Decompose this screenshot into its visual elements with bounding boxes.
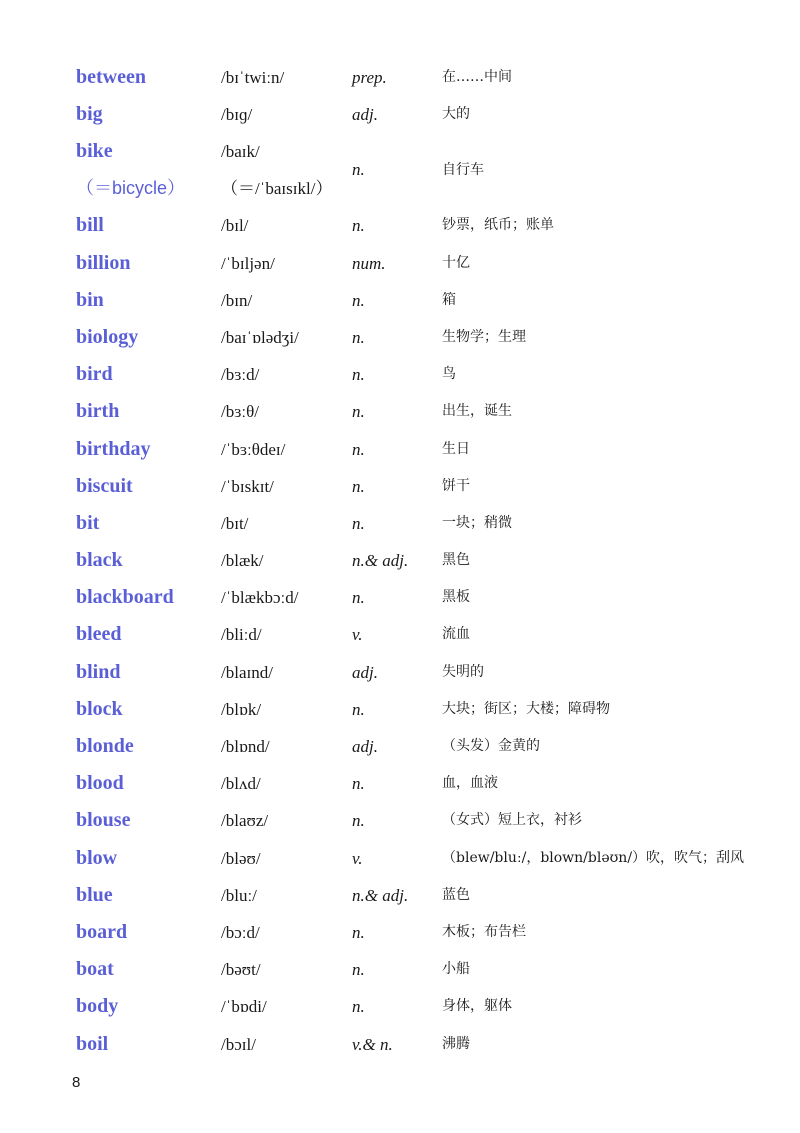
phonetic: /ˈblækbɔːd/ <box>221 588 299 608</box>
vocab-entry <box>0 207 800 244</box>
phonetic: /blæk/ <box>221 551 264 571</box>
headword: blue <box>76 883 113 906</box>
phonetic: /bləʊ/ <box>221 848 261 868</box>
vocabulary-list <box>0 59 800 1063</box>
part-of-speech: v. <box>352 625 363 645</box>
meaning: 生物学；生理 <box>442 328 526 345</box>
vocab-entry <box>0 393 800 430</box>
meaning: （blew/bluː/，blown/bləʊn/）吹，吹气；刮风 <box>442 849 745 866</box>
meaning: 钞票，纸币；账单 <box>442 217 554 234</box>
headword: bin <box>76 288 104 311</box>
meaning: 出生，诞生 <box>442 403 512 420</box>
phonetic: /ˈbɜːθdeɪ/ <box>221 439 286 459</box>
meaning: 生日 <box>442 440 470 457</box>
meaning: 黑板 <box>442 589 470 606</box>
meaning: 十亿 <box>442 254 470 271</box>
meaning: 失明的 <box>442 663 484 680</box>
part-of-speech: num. <box>352 253 386 273</box>
phonetic <box>221 133 332 207</box>
meaning: 蓝色 <box>442 886 470 903</box>
meaning: 流血 <box>442 626 470 643</box>
phonetic: /baɪˈɒlədʒi/ <box>221 327 299 347</box>
part-of-speech: n. <box>352 513 365 533</box>
headword: blouse <box>76 809 131 832</box>
meaning: 沸腾 <box>442 1035 470 1052</box>
phonetic: /bluː/ <box>221 885 257 905</box>
headword: birth <box>76 400 120 423</box>
phonetic: /bliːd/ <box>221 625 262 645</box>
headword: billion <box>76 251 131 274</box>
meaning: 小船 <box>442 961 470 978</box>
headword: blood <box>76 772 124 795</box>
headword: blackboard <box>76 586 174 609</box>
headword: body <box>76 995 119 1018</box>
phonetic: /bəʊt/ <box>221 960 261 980</box>
meaning: 木板；布告栏 <box>442 923 526 940</box>
meaning: 箱 <box>442 291 456 308</box>
vocab-entry <box>0 96 800 133</box>
part-of-speech: n. <box>352 327 365 347</box>
headword <box>76 133 185 207</box>
vocab-entry <box>0 1026 800 1063</box>
part-of-speech: prep. <box>352 68 387 87</box>
vocab-entry <box>0 431 800 468</box>
headword: blow <box>76 846 118 869</box>
part-of-speech: n. <box>352 588 365 608</box>
meaning: 自行车 <box>442 162 484 179</box>
phonetic: /ˈbɪskɪt/ <box>221 476 274 496</box>
vocab-entry <box>0 988 800 1025</box>
part-of-speech: n. <box>352 997 365 1017</box>
phonetic: /bɔɪl/ <box>221 1034 256 1054</box>
headword: biscuit <box>76 474 133 497</box>
phonetic-alternate: （＝/ˈbaɪsɪkl/） <box>221 179 333 199</box>
vocab-entry <box>0 654 800 691</box>
vocab-entry <box>0 691 800 728</box>
headword: boil <box>76 1032 109 1055</box>
headword: bird <box>76 363 113 386</box>
meaning: （头发）金黄的 <box>442 738 540 754</box>
vocab-entry <box>0 951 800 988</box>
vocab-entry <box>0 877 800 914</box>
headword: bill <box>76 214 104 237</box>
headword: blonde <box>76 735 134 757</box>
phonetic: /bɜːθ/ <box>221 402 259 422</box>
vocab-entry <box>0 319 800 356</box>
headword: bleed <box>76 623 122 646</box>
meaning: 在……中间 <box>442 69 512 85</box>
phonetic: /blɒnd/ <box>221 737 270 756</box>
headword: big <box>76 103 103 126</box>
phonetic: /bɜːd/ <box>221 365 260 385</box>
phonetic: /bɪt/ <box>221 513 249 533</box>
part-of-speech: adj. <box>352 737 378 756</box>
part-of-speech: n. <box>352 960 365 980</box>
part-of-speech: n. <box>352 402 365 422</box>
headword: bit <box>76 511 100 534</box>
part-of-speech: n. <box>352 365 365 385</box>
phonetic: /blɒk/ <box>221 699 262 719</box>
meaning: 黑色 <box>442 552 470 569</box>
phonetic: /blaʊz/ <box>221 811 269 831</box>
headword: block <box>76 697 123 720</box>
part-of-speech: n.& adj. <box>352 551 409 571</box>
headword: biology <box>76 325 139 348</box>
phonetic: /blʌd/ <box>221 774 261 794</box>
headword: birthday <box>76 437 151 460</box>
part-of-speech: n. <box>352 439 365 459</box>
vocab-entry <box>0 579 800 616</box>
meaning: 一块；稍微 <box>442 514 512 531</box>
vocab-entry <box>0 468 800 505</box>
vocab-entry <box>0 245 800 282</box>
part-of-speech: adj. <box>352 662 378 682</box>
headword: blind <box>76 660 121 683</box>
part-of-speech: n. <box>352 216 365 236</box>
vocab-entry <box>0 356 800 393</box>
part-of-speech: n. <box>352 476 365 496</box>
vocab-entry <box>0 728 800 765</box>
part-of-speech: n. <box>352 160 365 180</box>
vocab-entry <box>0 59 800 96</box>
vocab-entry <box>0 914 800 951</box>
phonetic-main: /baɪk/ <box>221 142 260 162</box>
vocab-entry <box>0 616 800 653</box>
meaning: 大块；街区；大楼；障碍物 <box>442 700 610 717</box>
headword-main: bike <box>76 140 113 163</box>
phonetic: /bɔːd/ <box>221 922 260 942</box>
meaning: 大的 <box>442 106 470 123</box>
vocab-entry <box>0 282 800 319</box>
part-of-speech: n. <box>352 922 365 942</box>
meaning: 血，血液 <box>442 775 498 792</box>
headword: boat <box>76 958 114 981</box>
part-of-speech: n. <box>352 811 365 831</box>
phonetic: /ˈbɪljən/ <box>221 253 275 273</box>
meaning: 饼干 <box>442 477 470 494</box>
phonetic: /ˈbɒdi/ <box>221 997 267 1017</box>
vocab-entry <box>0 765 800 802</box>
part-of-speech: adj. <box>352 105 378 125</box>
part-of-speech: n.& adj. <box>352 885 409 905</box>
phonetic: /bɪn/ <box>221 290 253 310</box>
page-number: 8 <box>72 1074 81 1091</box>
meaning: （女式）短上衣，衬衫 <box>442 812 582 829</box>
headword: board <box>76 920 128 943</box>
headword-alternate: （＝bicycle） <box>76 178 186 199</box>
vocab-entry <box>0 802 800 839</box>
vocab-entry <box>0 542 800 579</box>
part-of-speech: n. <box>352 699 365 719</box>
meaning: 鸟 <box>442 366 456 383</box>
phonetic: /bɪˈtwiːn/ <box>221 68 285 87</box>
vocab-entry <box>0 505 800 542</box>
phonetic: /bɪl/ <box>221 216 249 236</box>
part-of-speech: n. <box>352 290 365 310</box>
part-of-speech: v. <box>352 848 363 868</box>
meaning: 身体，躯体 <box>442 998 512 1015</box>
phonetic: /blaɪnd/ <box>221 662 273 682</box>
phonetic: /bɪɡ/ <box>221 105 253 125</box>
headword: between <box>76 66 146 88</box>
part-of-speech: n. <box>352 774 365 794</box>
vocab-entry <box>0 133 800 207</box>
part-of-speech: v.& n. <box>352 1034 393 1054</box>
headword: black <box>76 549 123 572</box>
vocab-entry <box>0 840 800 877</box>
